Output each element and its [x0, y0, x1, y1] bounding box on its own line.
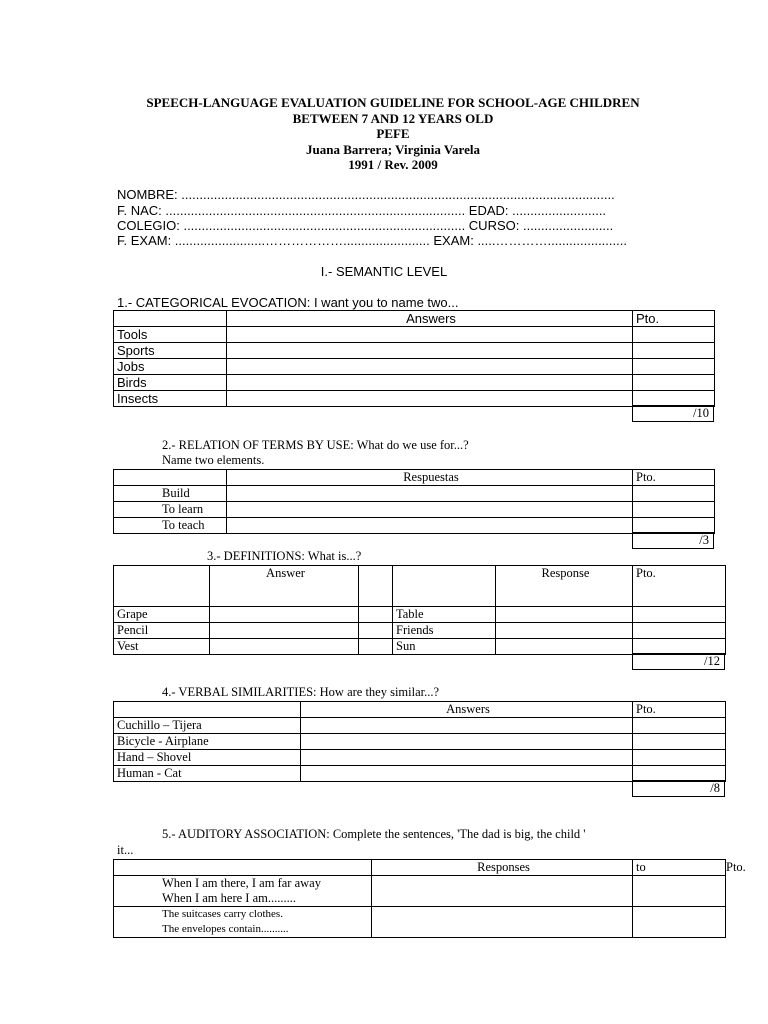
q4-prompt: 4.- VERBAL SIMILARITIES: How are they similar...?: [162, 685, 440, 699]
row-label: Friends: [393, 623, 496, 639]
row-label: Pencil: [114, 623, 210, 639]
title-line: SPEECH-LANGUAGE EVALUATION GUIDELINE FOR SCHOOL-AGE CHILDREN: [146, 95, 640, 110]
response-cell[interactable]: [372, 907, 633, 938]
table-row: [114, 375, 715, 391]
row-label: Birds: [114, 375, 227, 391]
col-to: to: [633, 860, 726, 876]
q5-prompt-2: it...: [117, 843, 134, 857]
q1-score[interactable]: /10: [632, 405, 714, 422]
q4-table: [113, 701, 726, 782]
table-row: [114, 750, 726, 766]
pto-cell[interactable]: [633, 375, 715, 391]
table-row: [114, 502, 715, 518]
table-row: [114, 607, 726, 623]
col-response: Response: [496, 566, 633, 607]
q1-table: [113, 310, 715, 407]
q3-prompt: 3.- DEFINITIONS: What is...?: [207, 549, 362, 563]
answer-cell[interactable]: [227, 375, 633, 391]
col-pto: Pto.: [633, 566, 726, 607]
table-row: [114, 391, 715, 407]
col-pto: Pto.: [633, 470, 715, 486]
title-line: PEFE: [376, 126, 410, 141]
table-row: [114, 718, 726, 734]
sentence-line: The suitcases carry clothes.: [162, 908, 283, 920]
q5-table: [113, 859, 726, 938]
table-header-row: [114, 702, 726, 718]
field-fexam-exam[interactable]: F. EXAM: .........................………………........................ EXAM: .....…………......................: [117, 233, 627, 248]
response-cell[interactable]: [496, 639, 633, 655]
row-label: [114, 907, 372, 938]
table-row: [114, 343, 715, 359]
q3-table: [113, 565, 726, 655]
row-label: Build: [114, 486, 227, 502]
col-pto: Pto.: [726, 860, 746, 874]
pto-cell[interactable]: [633, 359, 715, 375]
col-answers: Answers: [301, 702, 633, 718]
row-label: [114, 876, 372, 907]
row-label: Sun: [393, 639, 496, 655]
row-label: Tools: [114, 327, 227, 343]
title-line: BETWEEN 7 AND 12 YEARS OLD: [292, 110, 494, 126]
q2-table: [113, 469, 715, 534]
document-title: [0, 95, 768, 173]
sentence-line: When I am there, I am far away: [162, 876, 321, 890]
row-label: Sports: [114, 343, 227, 359]
table-row: [114, 907, 726, 938]
row-label: Jobs: [114, 359, 227, 375]
answer-cell[interactable]: [301, 766, 633, 782]
response-cell[interactable]: [496, 623, 633, 639]
row-label: Bicycle - Airplane: [114, 734, 301, 750]
table-row: [114, 327, 715, 343]
answer-cell[interactable]: [227, 502, 633, 518]
row-label: Insects: [114, 391, 227, 407]
row-label: Hand – Shovel: [114, 750, 301, 766]
response-cell[interactable]: [496, 607, 633, 623]
row-label: Grape: [114, 607, 210, 623]
table-header-row: [114, 311, 715, 327]
table-header-row: [114, 470, 715, 486]
row-label: Cuchillo – Tijera: [114, 718, 301, 734]
col-responses: Responses: [372, 860, 633, 876]
table-row: [114, 876, 726, 907]
pto-cell[interactable]: [633, 502, 715, 518]
answer-cell[interactable]: [301, 734, 633, 750]
title-line: 1991 / Rev. 2009: [348, 157, 438, 172]
answer-cell[interactable]: [301, 718, 633, 734]
title-line: Juana Barrera; Virginia Varela: [306, 141, 480, 157]
table-header-row: [114, 566, 726, 607]
field-colegio-curso[interactable]: COLEGIO: .............................................................................. CURSO: .........................: [117, 218, 614, 233]
q2-prompt-2: Name two elements.: [162, 453, 265, 467]
q5-prompt: 5.- AUDITORY ASSOCIATION: Complete the sentences, 'The dad is big, the child ': [162, 827, 586, 841]
row-label: Human - Cat: [114, 766, 301, 782]
table-row: [114, 623, 726, 639]
answer-cell[interactable]: [227, 327, 633, 343]
answer-cell[interactable]: [227, 518, 633, 534]
pto-cell[interactable]: [633, 750, 726, 766]
col-answers: Answers: [227, 311, 633, 327]
q1-prompt: 1.- CATEGORICAL EVOCATION: I want you to name two...: [117, 295, 459, 310]
pto-cell[interactable]: [633, 607, 726, 623]
field-nombre[interactable]: NOMBRE: ........................................................................................................................: [117, 187, 615, 202]
pto-cell[interactable]: [633, 343, 715, 359]
q2-score[interactable]: /3: [632, 532, 714, 549]
pto-cell[interactable]: [633, 718, 726, 734]
pto-cell[interactable]: [633, 486, 715, 502]
answer-cell[interactable]: [210, 607, 359, 623]
answer-cell[interactable]: [210, 639, 359, 655]
table-header-row: [114, 860, 726, 876]
sentence-line: When I am here I am.........: [162, 891, 296, 905]
answer-cell[interactable]: [227, 486, 633, 502]
answer-cell[interactable]: [227, 343, 633, 359]
row-label: Vest: [114, 639, 210, 655]
pto-cell[interactable]: [633, 623, 726, 639]
q2-prompt: 2.- RELATION OF TERMS BY USE: What do we use for...?: [162, 438, 469, 452]
table-row: [114, 359, 715, 375]
col-pto: Pto.: [633, 702, 726, 718]
sentence-line: The envelopes contain..........: [162, 923, 289, 935]
row-label: Table: [393, 607, 496, 623]
pto-cell[interactable]: [633, 876, 726, 907]
table-row: [114, 734, 726, 750]
pto-cell[interactable]: [633, 734, 726, 750]
answer-cell[interactable]: [301, 750, 633, 766]
col-pto: Pto.: [633, 311, 715, 327]
pto-cell[interactable]: [633, 907, 726, 938]
pto-cell[interactable]: [633, 327, 715, 343]
q3-score[interactable]: /12: [632, 653, 725, 670]
answer-cell[interactable]: [210, 623, 359, 639]
answer-cell[interactable]: [227, 359, 633, 375]
row-label: To learn: [114, 502, 227, 518]
section-title: I.- SEMANTIC LEVEL: [320, 264, 448, 279]
col-answer: Answer: [210, 566, 359, 607]
field-fnac-edad[interactable]: F. NAC: ................................................................................... EDAD: ..........................: [117, 203, 607, 218]
q4-score[interactable]: /8: [632, 780, 725, 797]
answer-cell[interactable]: [227, 391, 633, 407]
table-row: [114, 486, 715, 502]
response-cell[interactable]: [372, 876, 633, 907]
row-label: To teach: [114, 518, 227, 534]
table-row: [114, 518, 715, 534]
col-answers: Respuestas: [227, 470, 633, 486]
